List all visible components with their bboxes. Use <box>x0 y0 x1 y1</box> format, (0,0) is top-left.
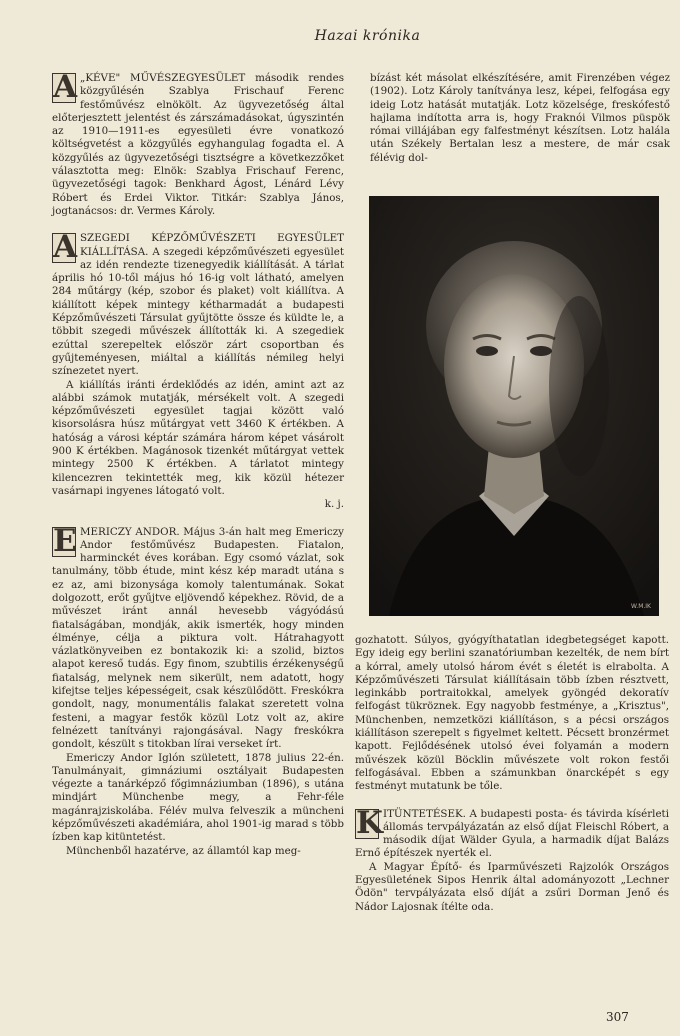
dropcap-k-kituntetesek: K <box>356 804 383 841</box>
szegedi-text <box>52 229 344 378</box>
dropcap-a-szegedi: A <box>53 229 78 266</box>
szegedi-text-2 <box>52 379 344 499</box>
paragraph: MERICZY ANDOR. Május 3-án halt meg Emericzy Andor festőművész Budapesten. Fiatalon, harminckét éves korában. Egy csomó vázlat, sok tanulmány, több étude, mint kész kép maradt utána s ez az, ami bizonysága komoly talentumának. Sokat dolgozott, erőt gyűjtve eljövendő képekhez. Rövid, de a művészet iránt annál hevesebb vágyódású fiatalságában, mondják, akik ismerték, hogy minden élménye, célja a piktura volt. Hátrahagyott vázlatkönyveiben ez bontakozik ki: a szolid, biztos alapot kereső tudás. Egy finom, szubtilis érzékenységű fiatalság, melynek nem sikerült, nem adatott, hogy kifejtse teljes képességeit, csak készülődött. Freskókra gondolt, nagy, monumentális falakat szeretett volna festeni, a magyar festők közül Lotz volt az, akire felnézett tanítványi rajongásával. Nagy freskókra gondolt, készült s titokban lírai verseket írt. <box>52 525 344 751</box>
keve-article <box>52 69 344 218</box>
left-column <box>52 69 344 858</box>
dropcap-a-keve: A <box>53 69 78 105</box>
paragraph: ITÜNTETÉSEK. A budapesti posta- és távirda kísérleti állomás tervpályázatán az első díjat Fleischl Róbert, a második díjat Wälder Gyula, a harmadik díjat Balázs Ernő építészek nyerték el. <box>355 807 669 860</box>
paragraph: „KÉVE" MŰVÉSZEGYESÜLET második rendes közgyűlésén Szablya Frischauf Ferenc festőművész elnökölt. Az ügyvezetőség által előterjesztett jelentést és zárszámadásokat, úgyszintén az 1910—1911-es egyesületi évre vonatkozó költségvetést a közgyűlés egyhangulag fogadta el. A közgyűlés az ügyvezetőségi tisztségre a következzőket választotta meg: Elnök: Szablya Frischauf Ferenc, ügyvezetőségi tagok: Benkhard Ágost, Lénárd Lévy Róbert és Erdei Viktor. Titkár: Szablya János, jogtanácsos: dr. Vermes Károly. <box>52 72 344 217</box>
right-column-bottom <box>355 634 669 928</box>
kituntetesek-article <box>355 804 669 914</box>
paragraph: gozhatott. Súlyos, gyógyíthatatlan idegbetegséget kapott. Egy ideig egy berlini szanatóriumban kezelték, de nem bírt a kórral, amely utolsó három évét s életét is elrabolta. A Képzőművészeti Társulat kiállításain több ízben résztvett, leginkább portraitokkal, amelyek gyöngéd dekoratív felfogást tükröznek. Egy nagyobb festménye, a „Krisztus", Münchenben, nemzetközi kiállításon, s a pécsi országos kiállításon szerepelt s figyelmet keltett. Pécsett bronzérmet kapott. Fejlődésének utolsó évei folyamán a modern művészek közül Böcklin művészete volt rokon festői felfogásával. Ebben a számunkban önarcképét s egy festményt mutatunk be tőle. <box>355 634 669 793</box>
emericzy-text-2 <box>52 752 344 845</box>
szegedi-article <box>52 229 344 511</box>
emericzy-conclusion <box>355 634 669 794</box>
portrait-image <box>369 196 659 616</box>
kituntetesek-text-2 <box>355 861 669 914</box>
right-column-top <box>370 72 670 165</box>
dropcap-e-emericzy: E <box>53 522 77 559</box>
paragraph: A kiállítás iránti érdeklődés az idén, amint azt az alábbi számok mutatják, mérsékelt volt. A szegedi képzőművészeti egyesület tagjai között való kisorsolásra húsz műtárgyat vett 3460 K értékben. A hatóság a városi képtár számára három képet vásárolt 900 K értékben. Magánosok tizenkét műtárgyat vettek mintegy 2500 K értékben. A tárlatot mintegy kilencezren tekintették meg, kik közül hétezer vasárnapi ingyenes látogató volt. <box>52 378 344 497</box>
paragraph: A Magyar Építő- és Iparművészeti Rajzolók Országos Egyesületének Sipos Henrik által adományozott „Lechner Ödön" tervpályázata első díját a zsűri Dorman Jenő és Nádor Lajosnak ítélte oda. <box>355 860 669 913</box>
emericzy-text <box>52 522 344 752</box>
paragraph: SZEGEDI KÉPZŐMŰVÉSZETI EGYESÜLET KIÁLLÍTÁSA. A szegedi képzőművészeti egyesület az idén rendezte tizenegyedik kiállítását. A tárlat április hó 10-től május hó 16-ig volt látható, amelyen 284 műtárgy (kép, szobor és plaket) volt kiállítva. A kiállított képek mintegy kétharmadát a budapesti Képzőművészeti Társulat gyűjtötte össze és küldte le, a többit szegedi művészek állították ki. A szegediek ezúttal szerepeltek először zárt csoportban és gyűjteményesen, miáltal a kiállítás némileg helyi színezetet nyert. <box>52 232 344 378</box>
emericzy-conclusion-text <box>355 634 669 794</box>
keve-text <box>52 69 344 218</box>
portrait-photo <box>369 196 659 616</box>
emericzy-article <box>52 522 344 858</box>
szegedi-signature: k. j. <box>324 498 344 511</box>
page-number: 307 <box>606 1010 629 1024</box>
running-header: Hazai krónika <box>314 28 421 44</box>
paragraph: bízást két másolat elkészítésére, amit Firenzében végez (1902). Lotz Károly tanítványa lesz, képei, felfogása egy ideig Lotz hatását mutatják. Lotz közelsége, freskófestő hajlama indította arra is, hogy Fraknói Vilmos püspök római villájában egy falfestményt készítsen. Lotz halála után Székely Bertalan lesz a mestere, de már csak félévig dol- <box>370 72 670 164</box>
paragraph: Emericzy Andor Iglón született, 1878 julius 22-én. Tanulmányait, gimnáziumi osztályait Budapesten végezte a tanárképző főgimnáziumban (1896), s utána mindjárt Münchenbe megy, a Fehr-féle magánrajziskolába. Félév mulva felveszik a müncheni képzőművészeti akadémiára, ahol 1901-ig marad s több ízben kap kitüntetést. <box>52 751 344 844</box>
kituntetesek-text <box>355 804 669 861</box>
emericzy-continued <box>370 72 670 165</box>
emericzy-text-3 <box>52 845 344 858</box>
paragraph: Münchenből hazatérve, az államtól kap meg- <box>66 844 301 857</box>
photo-monogram: W.M.IK <box>631 603 651 610</box>
